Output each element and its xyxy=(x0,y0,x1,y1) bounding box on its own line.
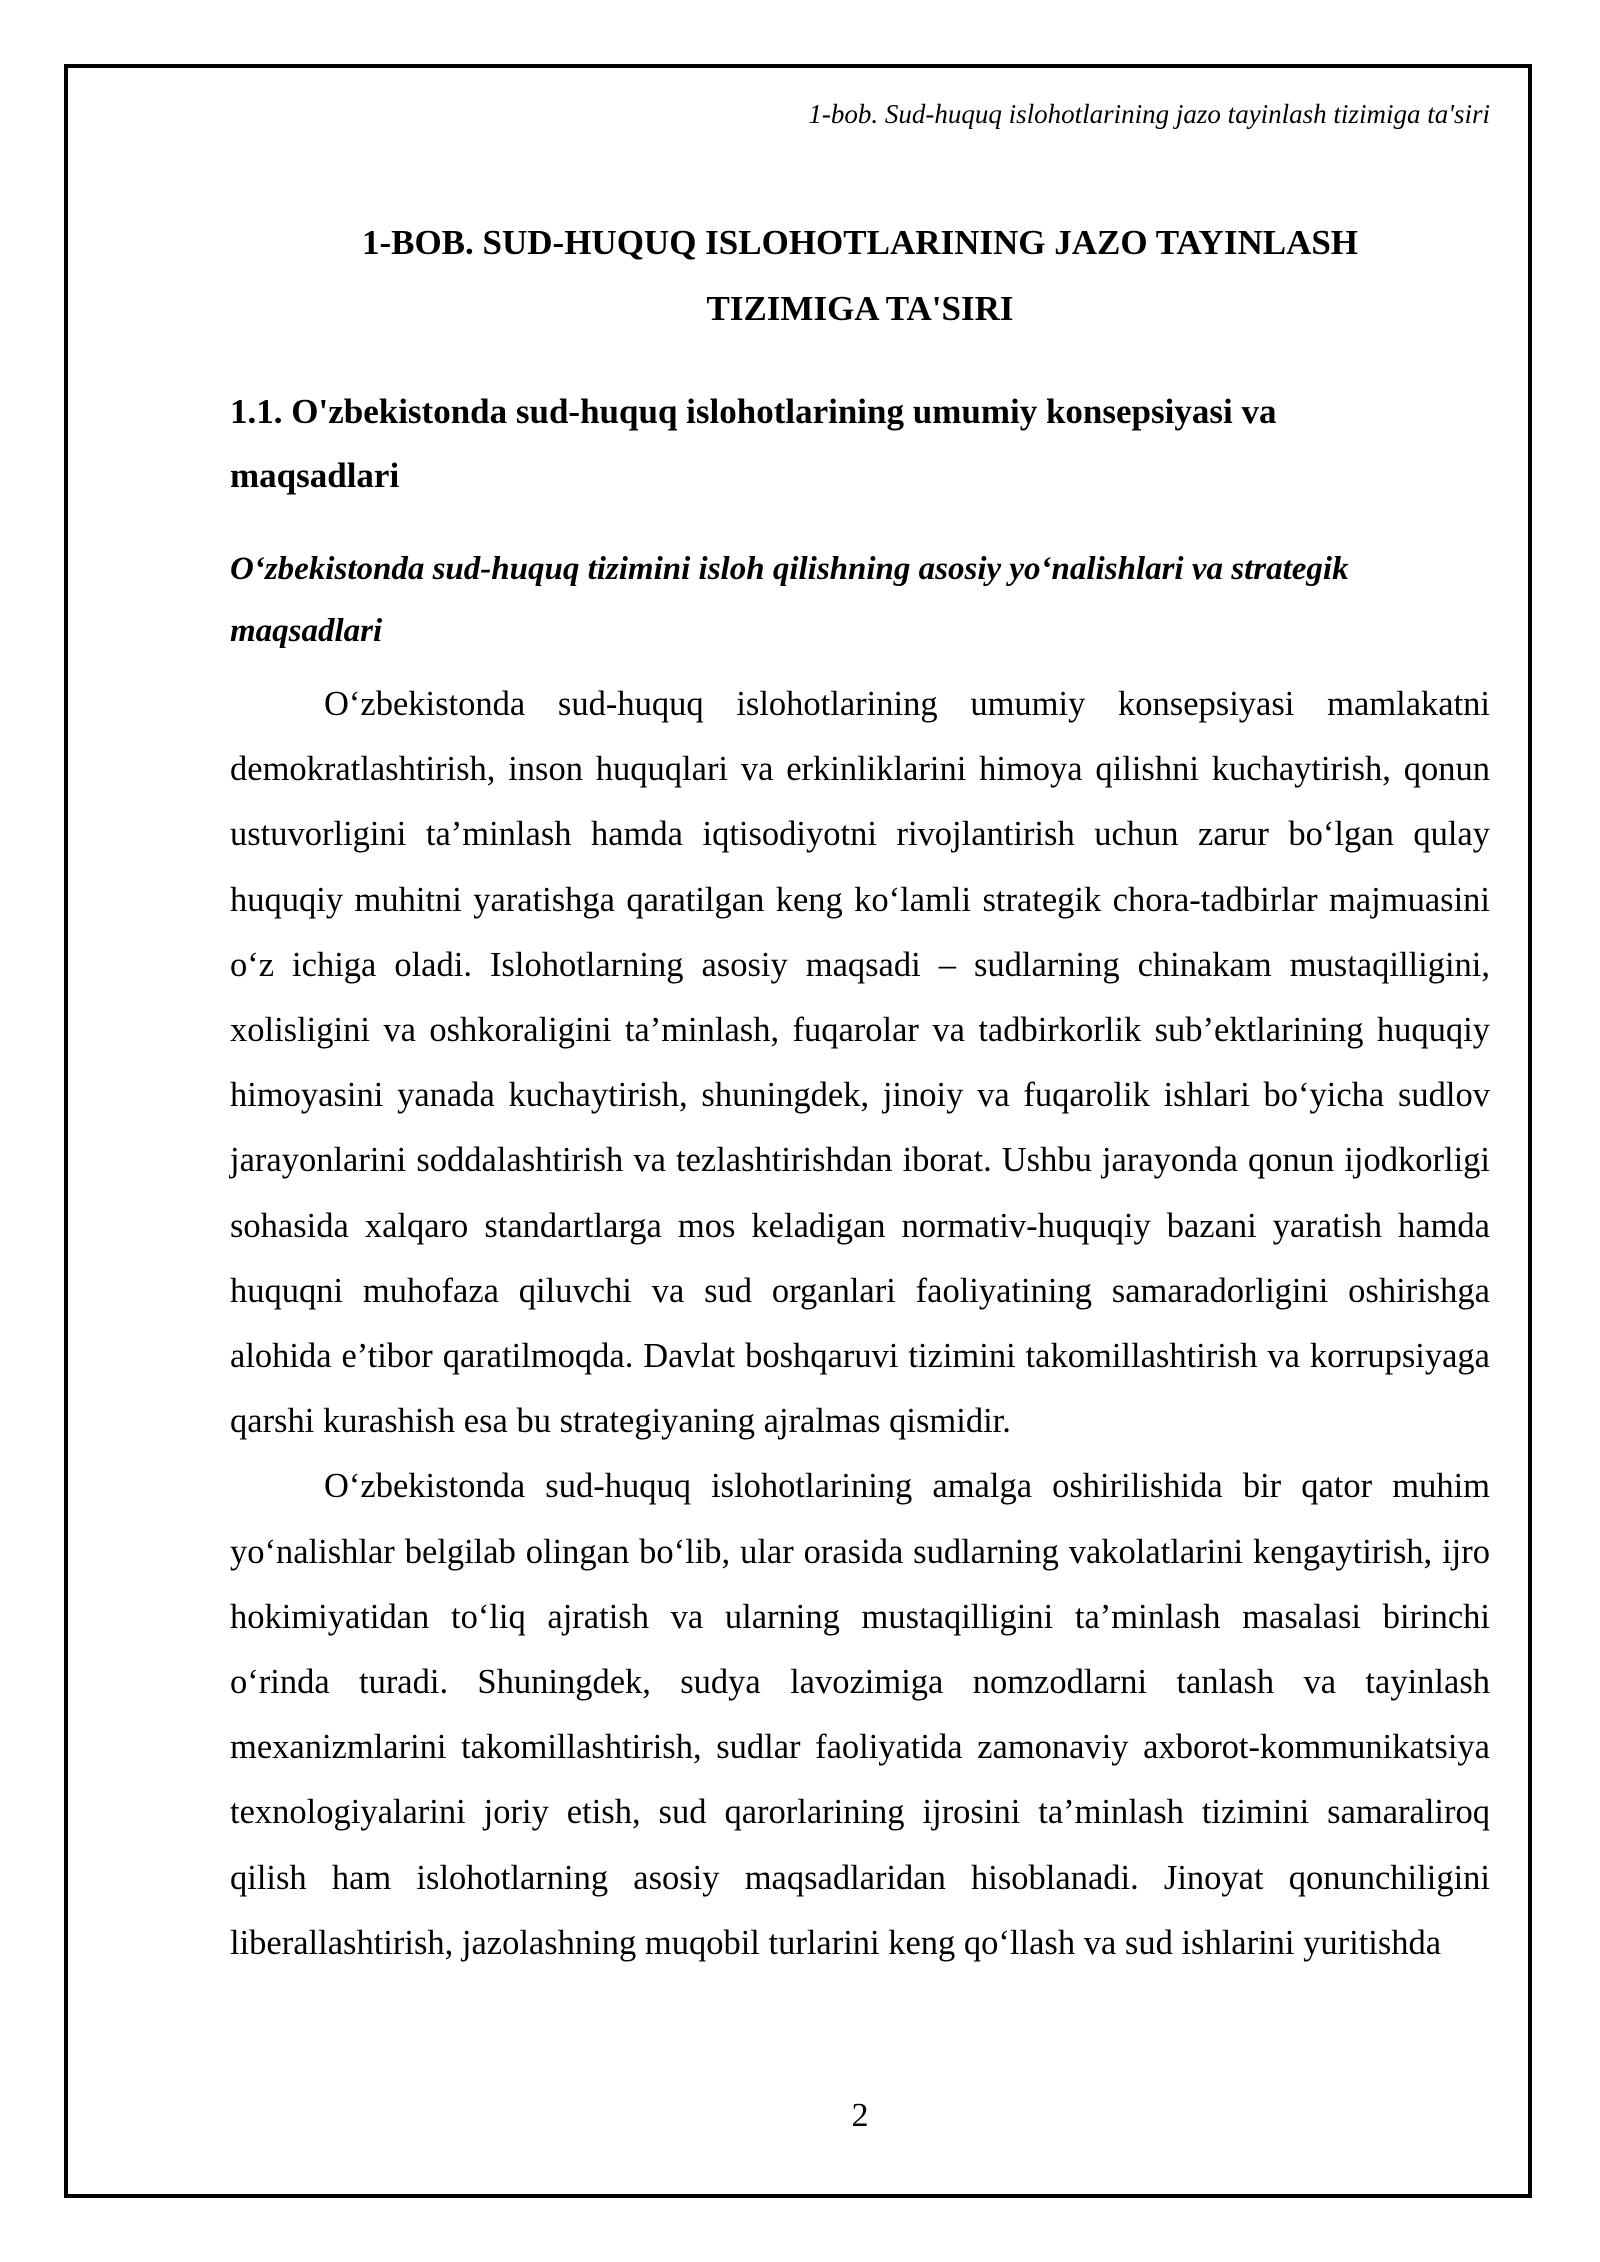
section-title-line-1: 1.1. O'zbekistonda sud-huquq islohotlarining umumiy konsepsiyasi va xyxy=(230,392,1277,431)
page-number: 2 xyxy=(851,2097,869,2134)
section-title xyxy=(230,380,1490,508)
chapter-title-line-1: 1-BOB. SUD-HUQUQ ISLOHOTLARINING JAZO TAYINLASH xyxy=(361,223,1359,262)
paragraph-2: O‘zbekistonda sud-huquq islohotlarining amalga oshirilishida bir qator muhim yo‘nalishlar belgilab olingan bo‘lib, ular orasida sudlarning vakolatlarini kengaytirish, ijro hokimiyatidan to‘liq ajratish va ularning mustaqilligini ta’minlash masalasi birinchi o‘rinda turadi. Shuningdek, sudya lavozimiga nomzodlarni tanlash va tayinlash mexanizmlarini takomillashtirish, sudlar faoliyatida zamonaviy axborot-kommunikatsiya texnologiyalarini joriy etish, sud qarorlarining ijrosini ta’minlash tizimini samaraliroq qilish ham islohotlarning asosiy maqsadlaridan hisoblanadi. Jinoyat qonunchiligini liberallashtirish, jazolashning muqobil turlarini keng qo‘llash va sud ishlarini yuritishda xyxy=(230,1467,1490,1962)
running-header: 1-bob. Sud-huquq islohotlarining jazo tayinlash tizimiga ta'siri xyxy=(808,99,1490,129)
subsection-title-line-1: O‘zbekistonda sud-huquq tizimini isloh qilishning asosiy yo‘nalishlari va strategik xyxy=(230,551,1349,587)
section-title-line-2: maqsadlari xyxy=(230,456,400,495)
subsection-title xyxy=(230,538,1490,662)
chapter-title-line-2: TIZIMIGA TA'SIRI xyxy=(706,289,1014,328)
paragraph-1: O‘zbekistonda sud-huquq islohotlarining umumiy konsepsiyasi mamlakatni demokratlashtirish, inson huquqlari va erkinliklarini himoya qilishni kuchaytirish, qonun ustuvorligini ta’minlash hamda iqtisodiyotni rivojlantirish uchun zarur bo‘lgan qulay huquqiy muhitni yaratishga qaratilgan keng ko‘lamli strategik chora-tadbirlar majmuasini o‘z ichiga oladi. Islohotlarning asosiy maqsadi – sudlarning chinakam mustaqilligini, xolisligini va oshkoraligini ta’minlash, fuqarolar va tadbirkorlik sub’ektlarining huquqiy himoyasini yanada kuchaytirish, shuningdek, jinoiy va fuqarolik ishlari bo‘yicha sudlov jarayonlarini soddalashtirish va tezlashtirishdan iborat. Ushbu jarayonda qonun ijodkorligi sohasida xalqaro standartlarga mos keladigan normativ-huquqiy bazani yaratish hamda huquqni muhofaza qiluvchi va sud organlari faoliyatining samaradorligini oshirishga alohida e’tibor qaratilmoqda. Davlat boshqaruvi tizimini takomillashtirish va korrupsiyaga qarshi kurashish esa bu strategiyaning ajralmas qismidir. xyxy=(230,685,1490,1441)
subsection-title-line-2: maqsadlari xyxy=(230,613,383,649)
body-text xyxy=(230,672,1490,1976)
chapter-title xyxy=(230,210,1490,342)
